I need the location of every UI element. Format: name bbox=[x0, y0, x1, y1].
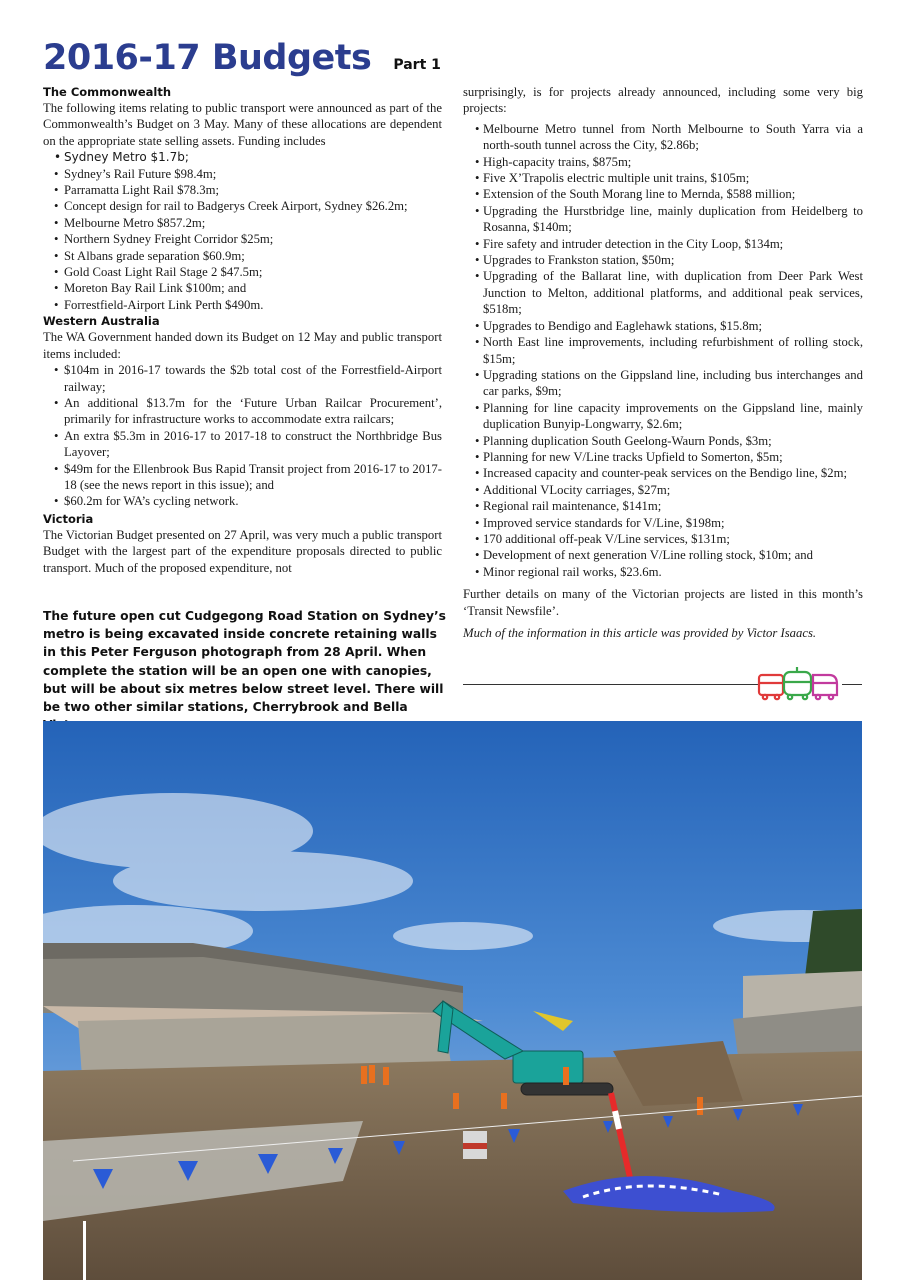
list-item: • Sydney Metro $1.7b; bbox=[43, 149, 442, 165]
commonwealth-intro: The following items relating to public transport were announced as part of the Commonwealth’s Budget on 3 May. Many of these allocations are dependent on the appropriate state selling assets. Funding includes bbox=[43, 101, 442, 148]
wa-list bbox=[43, 362, 442, 510]
heading-western-australia: Western Australia bbox=[43, 314, 160, 329]
construction-photo bbox=[43, 721, 862, 1280]
list-item: • Improved service standards for V/Line, $198m; bbox=[463, 515, 863, 531]
list-item: • $60.2m for WA’s cycling network. bbox=[43, 493, 442, 509]
commonwealth-list bbox=[43, 149, 442, 313]
part-label: Part 1 bbox=[393, 57, 441, 73]
list-item: • Melbourne Metro $857.2m; bbox=[43, 215, 442, 231]
list-item: • Concept design for rail to Badgerys Creek Airport, Sydney $26.2m; bbox=[43, 198, 442, 214]
train-icon bbox=[813, 675, 837, 699]
list-item: • Fire safety and intruder detection in the City Loop, $134m; bbox=[463, 236, 863, 252]
list-item: • Upgrading of the Ballarat line, with duplication from Deer Park West Junction to Melton, additional platforms, and additional peak services, $518m; bbox=[463, 268, 863, 317]
list-item: • Five X’Trapolis electric multiple unit trains, $105m; bbox=[463, 170, 863, 186]
further-details: Further details on many of the Victorian projects are listed in this month’s ‘Transit Newsfile’. bbox=[463, 587, 863, 618]
wa-intro: The WA Government handed down its Budget on 12 May and public transport items included: bbox=[43, 330, 442, 361]
heading-victoria: Victoria bbox=[43, 511, 94, 526]
page-header bbox=[43, 38, 441, 78]
list-item: • Extension of the South Morang line to Mernda, $588 million; bbox=[463, 186, 863, 202]
article-credit: Much of the information in this article was provided by Victor Isaacs. bbox=[463, 626, 817, 640]
list-item: • Upgrades to Bendigo and Eaglehawk stations, $15.8m; bbox=[463, 318, 863, 334]
list-item: • Increased capacity and counter-peak services on the Bendigo line, $2m; bbox=[463, 465, 863, 481]
list-item: • Development of next generation V/Line rolling stock, $10m; and bbox=[463, 547, 863, 563]
page-title: 2016-17 Budgets bbox=[43, 38, 372, 78]
list-item: • Parramatta Light Rail $78.3m; bbox=[43, 182, 442, 198]
section-divider bbox=[463, 684, 759, 685]
list-item: • Forrestfield-Airport Link Perth $490m. bbox=[43, 297, 442, 313]
list-item: • Northern Sydney Freight Corridor $25m; bbox=[43, 231, 442, 247]
tram-icon bbox=[784, 667, 811, 699]
photo-caption: The future open cut Cudgegong Road Station on Sydney’s metro is being excavated inside concrete retaining walls in this Peter Ferguson photograph from 28 April. When complete the station will be an open one with canopies, but will be about six metres below street level. There will be two other similar stations, Cherrybrook and Bella bbox=[43, 609, 446, 715]
list-item: • Moreton Bay Rail Link $100m; and bbox=[43, 280, 442, 296]
victoria-intro: The Victorian Budget presented on 27 April, was very much a public transport Budget with the largest part of the expenditure proposals directed to public transport. Much of the proposed expenditure, not bbox=[43, 527, 442, 575]
victoria-list bbox=[463, 121, 863, 580]
victoria-intro-continued: surprisingly, is for projects already announced, including some very big projects: bbox=[463, 85, 863, 116]
list-item: • High-capacity trains, $875m; bbox=[463, 154, 863, 170]
list-item: • $104m in 2016-17 towards the $2b total cost of the Forrestfield-Airport railway; bbox=[43, 362, 442, 395]
list-item: • Regional rail maintenance, $141m; bbox=[463, 498, 863, 514]
transit-vehicles-icon bbox=[756, 666, 840, 702]
list-item: • Melbourne Metro tunnel from North Melbourne to South Yarra via a north-south tunnel across the City, $2.86b; bbox=[463, 121, 863, 154]
list-item: • Sydney’s Rail Future $98.4m; bbox=[43, 166, 442, 182]
bus-icon bbox=[759, 675, 783, 699]
list-item: • Planning duplication South Geelong-Waurn Ponds, $3m; bbox=[463, 433, 863, 449]
list-item: • Upgrades to Frankston station, $50m; bbox=[463, 252, 863, 268]
list-item: • An extra $5.3m in 2016-17 to 2017-18 to construct the Northbridge Bus Layover; bbox=[43, 428, 442, 461]
left-column bbox=[43, 84, 442, 576]
list-item: • Upgrading stations on the Gippsland line, including bus interchanges and car parks, $9m; bbox=[463, 367, 863, 400]
section-divider-end bbox=[842, 684, 862, 685]
list-item: • An additional $13.7m for the ‘Future Urban Railcar Procurement’, primarily for infrastructure works to accommodate extra railcars; bbox=[43, 395, 442, 428]
list-item: • Minor regional rail works, $23.6m. bbox=[463, 564, 863, 580]
list-item: • Planning for new V/Line tracks Upfield to Somerton, $5m; bbox=[463, 449, 863, 465]
list-item: • Upgrading the Hurstbridge line, mainly duplication from Heidelberg to Rosanna, $140m; bbox=[463, 203, 863, 236]
list-item: • Planning for line capacity improvements on the Gippsland line, mainly duplication Bunyip-Longwarry, $2.6m; bbox=[463, 400, 863, 433]
list-item: • $49m for the Ellenbrook Bus Rapid Transit project from 2016-17 to 2017-18 (see the news report in this issue); and bbox=[43, 461, 442, 494]
heading-commonwealth: The Commonwealth bbox=[43, 85, 172, 99]
list-item: • Additional VLocity carriages, $27m; bbox=[463, 482, 863, 498]
list-item: • 170 additional off-peak V/Line services, $131m; bbox=[463, 531, 863, 547]
list-item: • St Albans grade separation $60.9m; bbox=[43, 248, 442, 264]
list-item: • North East line improvements, including refurbishment of rolling stock, $15m; bbox=[463, 334, 863, 367]
right-column bbox=[463, 84, 863, 641]
list-item: • Gold Coast Light Rail Stage 2 $47.5m; bbox=[43, 264, 442, 280]
